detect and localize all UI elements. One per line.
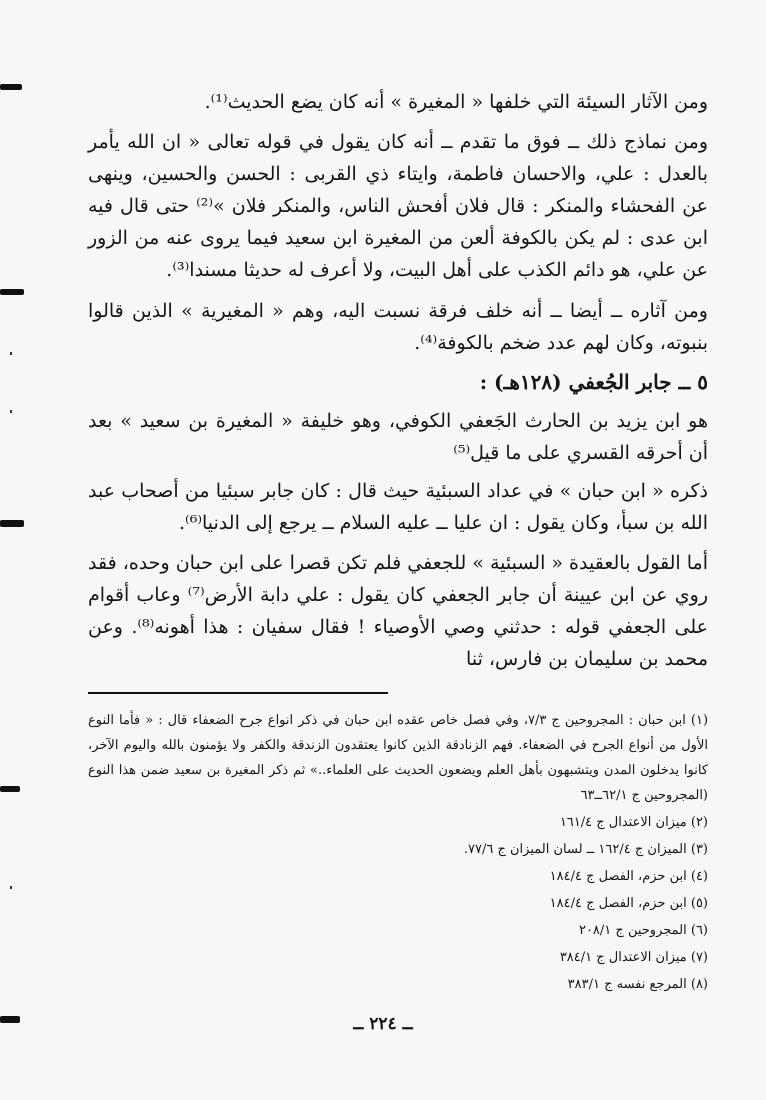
footnote: (١) ابن حبان : المجروحين ج ٧/٣، وفي فصل خاص عقده ابن حبان في ذكر انواع جرح الضعفاء قال : « فأما النوع الأول من أنواع الجرح في الضعفاء. فهم الزنادقة الذين كانوا يعتقدون الزندقة والكفر ولا يؤمنون بالله واليوم الآخر، كانوا يدخلون المدن ويتشبهون بأهل العلم ويضعون الحديث على العلماء..» ثم ذكر المغيرة بن سعيد ضمن هذا النوع (المجروحين ج ٦٢/١ــ٦٣	[88, 713, 709, 803]
paragraph: هو ابن يزيد بن الحارث الجَعفي الكوفي، وهو خليفة « المغيرة بن سعيد » بعد أن أحرقه القسري على ما قيل⁽⁵⁾	[88, 410, 708, 464]
paragraph: ذكره « ابن حبان » في عداد السبئية حيث قال : كان جابر سبئيا من أصحاب عبد الله بن سبأ، وكان يقول : ان عليا ــ عليه السلام ــ يرجع إلى الدنيا⁽⁶⁾.	[88, 480, 708, 534]
footnote: (٣) الميزان ج ١٦٢/٤ ــ لسان الميزان ج ٧٧/٦.	[463, 842, 708, 857]
margin-dot	[10, 886, 12, 889]
margin-dot	[10, 410, 12, 413]
footnote: (٤) ابن حزم، الفصل ج ١٨٤/٤	[549, 869, 708, 884]
paragraph: ومن الآثار السيئة التي خلفها « المغيرة » أنه كان يضع الحديث⁽¹⁾.	[204, 91, 708, 113]
binding-mark	[0, 84, 22, 90]
footnote: (٢) ميزان الاعتدال ج ١٦١/٤	[559, 815, 708, 830]
footnote-divider	[88, 692, 388, 694]
footnote: (٥) ابن حزم، الفصل ج ١٨٤/٤	[549, 896, 708, 911]
body-text	[88, 86, 708, 675]
paragraph: ومن آثاره ــ أيضا ــ أنه خلف فرقة نسبت اليه، وهم « المغيرية » الذين قالوا بنبوته، وكان لهم عدد ضخم بالكوفة⁽⁴⁾.	[88, 300, 708, 354]
paragraph: أما القول بالعقيدة « السبئية » للجعفي فلم تكن قصرا على ابن حبان وحده، فقد روي عن ابن عيينة أن جابر الجعفي كان يقول : علي دابة الأرض⁽⁷⁾ وعاب أقوام على الجعفي قوله : حدثني وصي الأوصياء ! فقال سفيان : هذا أهونه⁽⁸⁾. وعن محمد بن سليمان بن فارس، ثنا	[88, 552, 708, 670]
binding-mark	[0, 289, 24, 295]
section-heading: ٥ ــ جابر الجُعفي (١٢٨هـ) :	[479, 370, 708, 394]
paragraph: ومن نماذج ذلك ــ فوق ما تقدم ــ أنه كان يقول في قوله تعالى « ان الله يأمر بالعدل : علي، والاحسان فاطمة، وايتاء ذي القربى : الحسن والحسين، وينهى عن الفحشاء والمنكر : قال فلان أفحش الناس، والمنكر فلان »⁽²⁾ حتى قال فيه ابن عدى : لم يكن بالكوفة ألعن من المغيرة ابن سعيد فيما يروى عنه من الزور عن علي، هو دائم الكذب على أهل البيت، ولا أعرف له حديثا مسندا⁽³⁾.	[88, 131, 708, 281]
binding-mark	[0, 786, 20, 792]
page-number: ــ ٢٢٤ ــ	[353, 1014, 413, 1034]
footnote: (٦) المجروحين ج ٢٠٨/١	[578, 923, 708, 938]
footnote: (٧) ميزان الاعتدال ج ٣٨٤/١	[559, 950, 708, 965]
footnotes	[88, 708, 708, 999]
margin-dot	[10, 352, 12, 355]
footnote: (٨) المرجع نفسه ج ٣٨٣/١	[567, 977, 708, 992]
binding-mark	[0, 520, 24, 527]
